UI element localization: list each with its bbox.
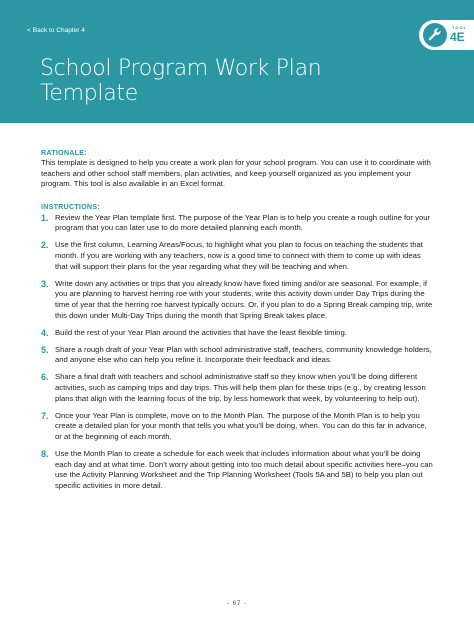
page-title: School Program Work Plan Template bbox=[40, 56, 322, 106]
step-text: Write down any activities or trips that you already know have fixed timing and/or are seasonal. For example, if you are planning to harvest herring roe with your students, write this activity down under Day Trips during the time of year that the herring roe harvest typically occurs. Or, if you plan to do a Spring Break camping trip, write this down under Multi-Day Trips during the month that Spring Break takes place. bbox=[55, 278, 433, 320]
step-number: 4. bbox=[41, 327, 49, 338]
tool-label: TOOL bbox=[452, 25, 468, 30]
back-to-chapter-link[interactable] bbox=[27, 27, 85, 34]
instruction-step bbox=[41, 345, 435, 366]
rationale-text: This template is designed to help you create a work plan for your school program. You can use it to coordinate with teachers and other school staff members, plan activities, and keep yourself organized as you implement your program. This tool is also available in an Excel format. bbox=[41, 158, 431, 189]
step-number: 5. bbox=[41, 344, 49, 355]
step-number: 2. bbox=[41, 240, 49, 251]
step-number: 3. bbox=[41, 278, 49, 289]
page-number: - 67 - bbox=[226, 601, 247, 607]
instruction-step bbox=[41, 213, 435, 234]
instruction-step bbox=[41, 240, 435, 272]
wrench-icon bbox=[423, 23, 447, 47]
tool-badge bbox=[419, 20, 474, 50]
step-text: Use the first column, Learning Areas/Focus, to highlight what you plan to focus on teaching the students that month. If you are working with any teachers, now is a good time to connect with them to come up with ideas that will support their plans for the year regarding what they will be teaching and when. bbox=[55, 240, 423, 271]
step-text: Share a rough draft of your Year Plan with school administrative staff, teachers, community knowledge holders, and anyone else who can help you refine it. Incorporate their feedback and ideas. bbox=[55, 344, 432, 365]
main-content bbox=[41, 148, 435, 498]
instruction-step bbox=[41, 449, 435, 491]
step-text: Build the rest of your Year Plan around the activities that have the least flexible timing. bbox=[55, 327, 347, 337]
instruction-step bbox=[41, 328, 435, 339]
chevron-left-icon: < bbox=[27, 27, 31, 34]
step-number: 6. bbox=[41, 372, 49, 383]
step-text: Once your Year Plan is complete, move on to the Month Plan. The purpose of the Month Plan is to help you create a detailed plan for your month that tells you what you’ll be doing, when. You can do this far in advance, or at the beginning of each month. bbox=[55, 410, 427, 441]
rationale-heading: RATIONALE: bbox=[41, 148, 87, 157]
step-text: Share a final draft with teachers and school administrative staff so they know when you’ll be doing different activities, such as camping trips and day trips. This will help them plan for these trips (e.g., by creating lesson plans that align with the learning focus of the trip, by less homework that week, by volunteering to help out). bbox=[55, 372, 426, 403]
instructions-list bbox=[41, 213, 435, 492]
back-link-label: Back to Chapter 4 bbox=[32, 27, 85, 34]
step-text: Use the Month Plan to create a schedule for each week that includes information about what you’ll be doing each day and at what time. Don’t worry about getting into too much detail about specific activities here–you can use the Activity Planning Worksheet and the Trip Planning Worksheet (Tools 5A and 5B) to help you plan out specific activities in more detail. bbox=[55, 448, 433, 490]
instruction-step bbox=[41, 411, 435, 443]
step-text: Review the Year Plan template first. The purpose of the Year Plan is to help you create a rough outline for your program that you can later use to do more detailed planning each month. bbox=[55, 212, 431, 233]
instruction-step bbox=[41, 372, 435, 404]
step-number: 1. bbox=[41, 212, 49, 223]
page-header bbox=[0, 0, 474, 123]
step-number: 8. bbox=[41, 448, 49, 459]
tool-number: 4E bbox=[450, 30, 465, 44]
step-number: 7. bbox=[41, 410, 49, 421]
instructions-heading: INSTRUCTIONS: bbox=[41, 201, 100, 211]
instruction-step bbox=[41, 279, 435, 321]
